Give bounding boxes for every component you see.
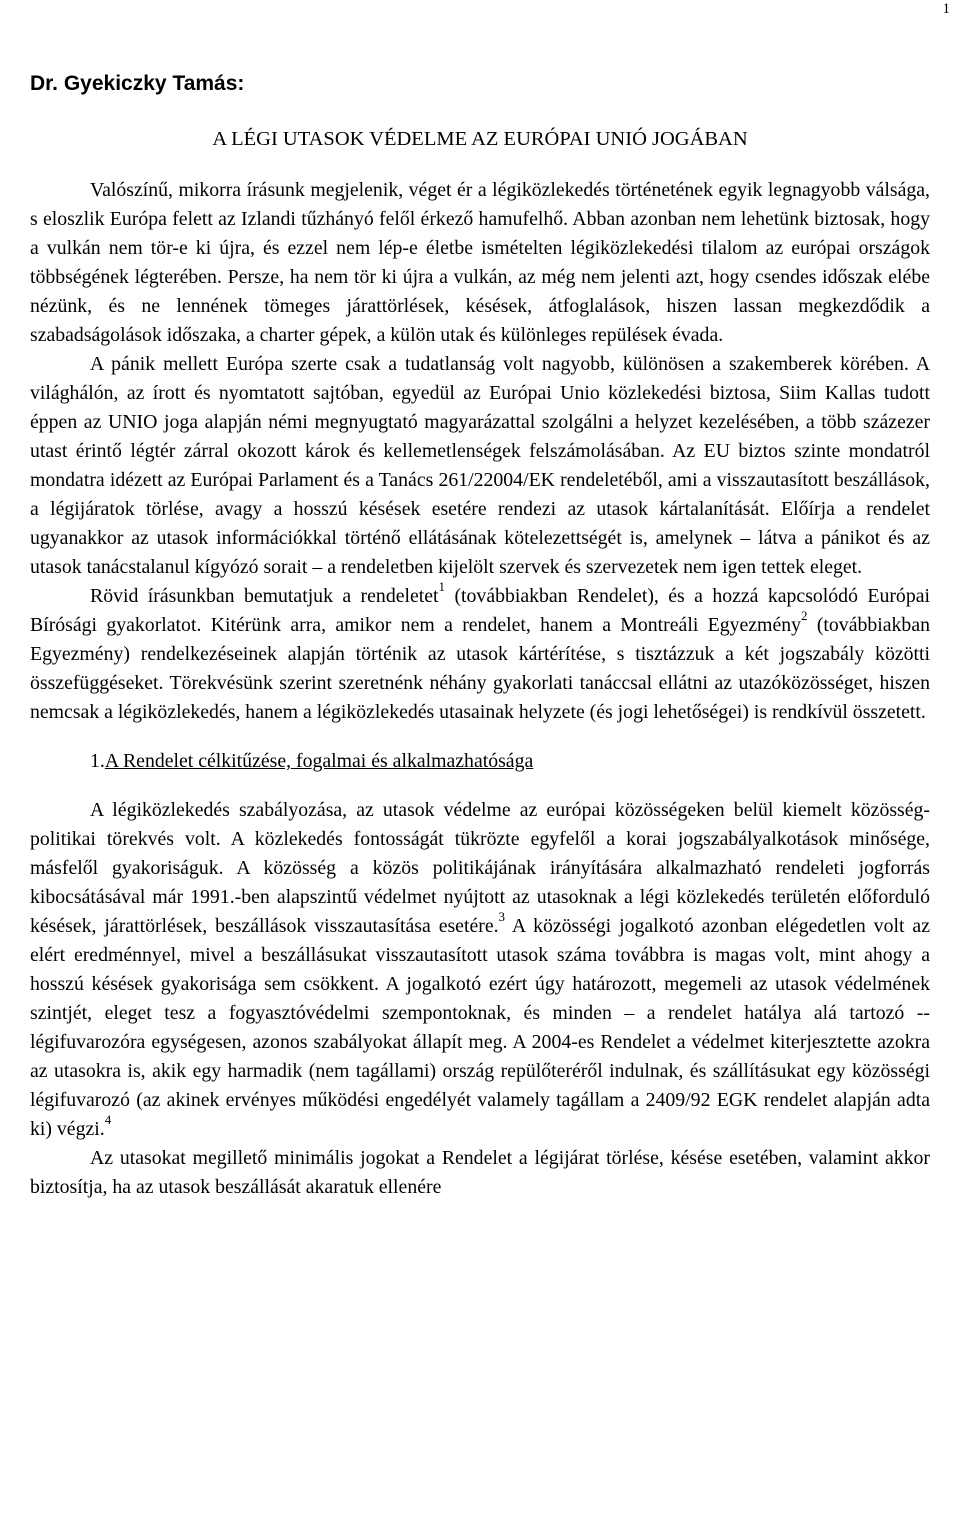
footnote-ref-4[interactable]: 4	[104, 1112, 112, 1128]
document-body	[30, 176, 930, 1202]
paragraph-regulation	[30, 796, 930, 1144]
footnote-ref-1[interactable]: 1	[438, 579, 446, 595]
paragraph-overview-part-b: (továbbiakban Rendelet), és a hozzá kapcsolódó Európai Bírósági gyakorlatot. Kitérünk arra, amikor nem a rendelet, hanem a Montreáli Egyezmény	[30, 585, 930, 636]
section-number: 1.	[90, 750, 105, 772]
paragraph-overview	[30, 579, 930, 727]
section-title: A Rendelet célkitűzése, fogalmai és alkalmazhatósága	[104, 750, 534, 772]
paragraph-rights: Az utasokat megillető minimális jogokat a Rendelet a légijárat törlése, késése esetében, valamint akkor biztosítja, ha az utasok beszállását akaratuk ellenére	[30, 1147, 930, 1198]
paragraph-overview-part-a: Rövid írásunkban bemutatjuk a rendeletet	[90, 585, 439, 607]
author-name: Dr. Gyekiczky Tamás:	[30, 72, 245, 95]
footnote-ref-2[interactable]: 2	[801, 608, 808, 624]
paragraph-overview-part-c: (továbbiakban Egyezmény) rendelkezéseinek alapján történik az utasok kártérítése, s tisztázzuk a két jogszabály közötti összefüggéseket. Törekvésünk szerint szeretnénk néhány gyakorlati tanáccsal ellátni az utazóközösséget, hiszen nemcsak a légiközlekedés, hanem a légiközlekedés utasainak helyzete (és jogi lehetőségei) is rendkívül összetett.	[30, 614, 930, 723]
section-heading-1	[30, 747, 930, 776]
page-number: 1	[942, 1, 950, 17]
footnote-ref-3[interactable]: 3	[498, 909, 506, 925]
paragraph-intro: Valószínű, mikorra írásunk megjelenik, véget ér a légiközlekedés történetének egyik legnagyobb válsága, s eloszlik Európa felett az Izlandi tűzhányó felől érkező hamufelhő. Abban azonban nem lehetünk biztosak, hogy a vulkán nem tör-e ki újra, és ezzel nem lép-e életbe ismételten légiközlekedési tilalom az európai országok többségének légterében. Persze, ha nem tör ki újra a vulkán, az még nem jelenti azt, hogy csendes időszak elébe nézünk, és ne lennének tömeges járattörlések, késések, átfoglalások, hiszen lassan megkezdődik a szabadságolások időszaka, a charter gépek, a külön utak és különleges repülések évada.	[30, 179, 930, 346]
paragraph-regulation-part-b: A közösségi jogalkotó azonban elégedetlen volt az elért eredménnyel, mivel a beszállásukat visszautasított utasok száma továbbra is magas volt, mint ahogy a hosszú késések gyakorisága sem csökkent. A jogalkotó ezért úgy határozott, megemeli az utasok védelmének szintjét, eleget tesz a fogyasztóvédelmi szempontoknak, és minden – a rendelet hatálya alá tartozó -- légifuvarozóra egységesen, azonos szabályokat állapít meg. A 2004-es Rendelet a védelmet kiterjesztette azokra az utasokra is, akik egy harmadik (nem tagállami) ország repülőteréről indulnak, és szállításukat egy közösségi légifuvarozó (az akinek ervényes működési engedélyét valamely tagállam a 2409/92 EGK rendelet alapján adta ki) végzi.	[30, 915, 930, 1140]
document-title: A LÉGI UTASOK VÉDELME AZ EURÓPAI UNIÓ JOGÁBAN	[212, 128, 748, 150]
paragraph-panic: A pánik mellett Európa szerte csak a tudatlanság volt nagyobb, különösen a szakemberek körében. A világhálón, az írott és nyomtatott sajtóban, egyedül az Európai Unio közlekedési biztosa, Siim Kallas tudott éppen az UNIO joga alapján némi megnyugtató magyarázattal szolgálni a helyzet kezelésében, a több százezer utast érintő légtér zárral okozott károk és kellemetlenségek felszámolásában. Az EU biztos szinte mondatról mondatra idézett az Európai Parlament és a Tanács 261/22004/EK rendeletéből, ami a visszautasított beszállások, a légijáratok törlése, avagy a hosszú késések esetére rendezi az utasok kártalanítását. Előírja a rendelet ugyanakkor az utasok információkkal történő ellátásának kötelezettségét is, amelynek – látva a pánikot és az utasok tanácstalanul kígyózó sorait – a rendeletben kijelölt szervek és szervezetek nem igen tettek eleget.	[30, 353, 930, 578]
paragraph-regulation-part-a: A légiközlekedés szabályozása, az utasok védelme az európai közösségeken belül kiemelt közösség-politikai törekvés volt. A közlekedés fontosságát tükrözte egyfelől a korai jogszabályalkotások minősége, másfelől gyakoriságuk. A közösség a közös politikájának irányítására alkalmazható rendeleti jogforrás kibocsátásával már 1991.-ben alapszintű védelmet nyújtott az utasoknak a légi közlekedés területén előforduló késések, járattörlések, beszállások visszautasítása esetére.	[30, 799, 930, 937]
